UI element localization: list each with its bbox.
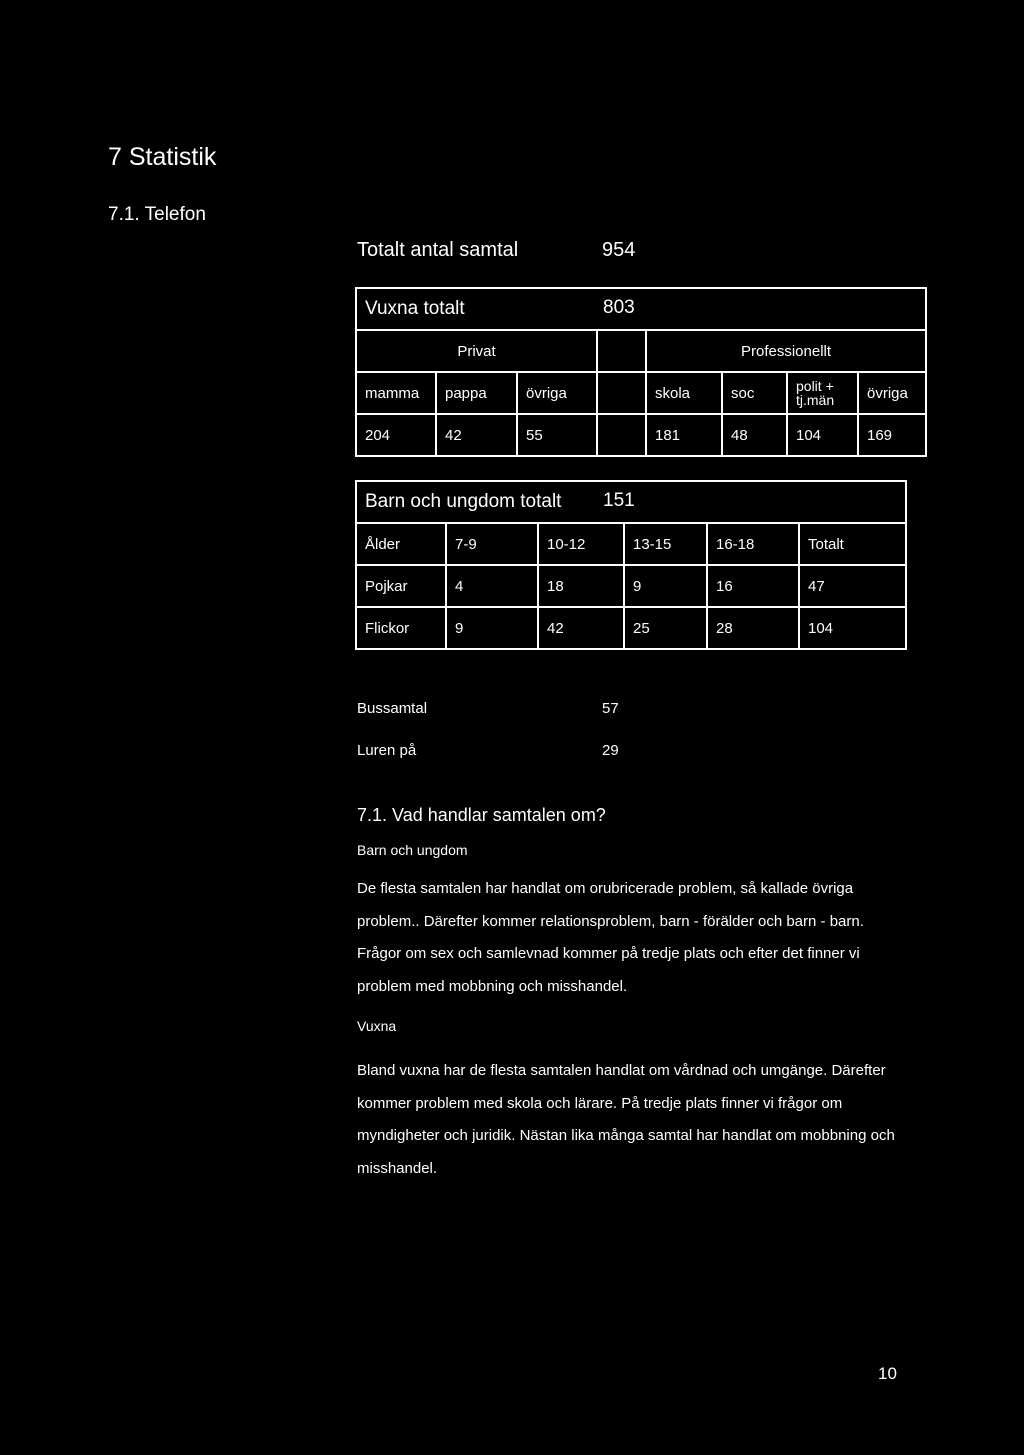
- table-row: [356, 607, 906, 649]
- bus-calls-value: 57: [602, 700, 619, 717]
- table-cell: [597, 414, 646, 456]
- col-header: övriga: [858, 372, 926, 414]
- youth-total-label: Barn och ungdom totalt: [365, 491, 562, 512]
- section-heading-topics: 7.1. Vad handlar samtalen om?: [357, 805, 606, 825]
- col-header: soc: [722, 372, 787, 414]
- table-cell: 47: [799, 565, 906, 607]
- paragraph-youth: De flesta samtalen har handlat om orubricerade problem, så kallade övriga problem.. Därefter kommer relationsproblem, barn - förälder och barn - barn. Frågor om sex och samlevnad kommer på tredje plats och efter det finner vi problem med mobbning och misshandel.: [357, 880, 864, 995]
- hangup-label: Luren på: [357, 742, 417, 759]
- section-heading-telefon: 7.1. Telefon: [108, 204, 206, 225]
- col-header: polit + tj.män: [787, 372, 858, 414]
- table-cell: 104: [787, 414, 858, 456]
- total-calls-value: 954: [602, 239, 636, 261]
- table-cell: 9: [446, 607, 538, 649]
- total-calls-label: Totalt antal samtal: [357, 239, 519, 261]
- page-heading: 7 Statistik: [108, 143, 217, 171]
- table-cell: 55: [517, 414, 597, 456]
- youth-total-value: 151: [603, 490, 635, 511]
- subheading-adults: Vuxna: [357, 1018, 397, 1034]
- col-header: 7-9: [446, 523, 538, 565]
- bus-calls-row: [357, 700, 657, 717]
- table-cell: 28: [707, 607, 799, 649]
- adults-group-row: [356, 330, 926, 372]
- adults-values-row: [356, 414, 926, 456]
- col-header: pappa: [436, 372, 517, 414]
- col-header: skola: [646, 372, 722, 414]
- col-header: [597, 372, 646, 414]
- bus-calls-label: Bussamtal: [357, 700, 428, 717]
- table-cell: 169: [858, 414, 926, 456]
- hangup-value: 29: [602, 742, 619, 759]
- row-label: Flickor: [356, 607, 446, 649]
- table-cell: 104: [799, 607, 906, 649]
- adults-total-value: 803: [603, 297, 635, 318]
- group-spacer: [597, 330, 646, 372]
- table-cell: 42: [436, 414, 517, 456]
- table-cell: 9: [624, 565, 707, 607]
- col-header: 13-15: [624, 523, 707, 565]
- paragraph-adults: Bland vuxna har de flesta samtalen handlat om vårdnad och umgänge. Därefter kommer problem med skola och lärare. På tredje plats finner vi frågor om myndigheter och juridik. Nästan lika många samtal har handlat om mobbning och misshandel.: [357, 1062, 895, 1177]
- col-header: 10-12: [538, 523, 624, 565]
- group-privat: Privat: [356, 330, 597, 372]
- youth-header-row: [356, 523, 906, 565]
- table-cell: 18: [538, 565, 624, 607]
- adults-total-row: [356, 288, 926, 330]
- col-header: 16-18: [707, 523, 799, 565]
- col-header: övriga: [517, 372, 597, 414]
- table-cell: 4: [446, 565, 538, 607]
- table-cell: 48: [722, 414, 787, 456]
- col-header: mamma: [356, 372, 436, 414]
- youth-total-row: [356, 481, 906, 523]
- adults-total-label: Vuxna totalt: [365, 298, 465, 319]
- row-label: Pojkar: [356, 565, 446, 607]
- table-cell: 16: [707, 565, 799, 607]
- table-cell: 181: [646, 414, 722, 456]
- group-professionellt: Professionellt: [646, 330, 926, 372]
- table-cell: 204: [356, 414, 436, 456]
- table-cell: 42: [538, 607, 624, 649]
- hangup-row: [357, 742, 657, 759]
- col-header: Totalt: [799, 523, 906, 565]
- adults-columns-row: [356, 372, 926, 414]
- total-calls-row: [357, 239, 657, 262]
- subheading-youth: Barn och ungdom: [357, 842, 468, 858]
- table-row: [356, 565, 906, 607]
- adults-table: [355, 287, 927, 457]
- table-cell: 25: [624, 607, 707, 649]
- col-header: Ålder: [356, 523, 446, 565]
- page-number: 10: [878, 1364, 897, 1383]
- youth-table: [355, 480, 907, 650]
